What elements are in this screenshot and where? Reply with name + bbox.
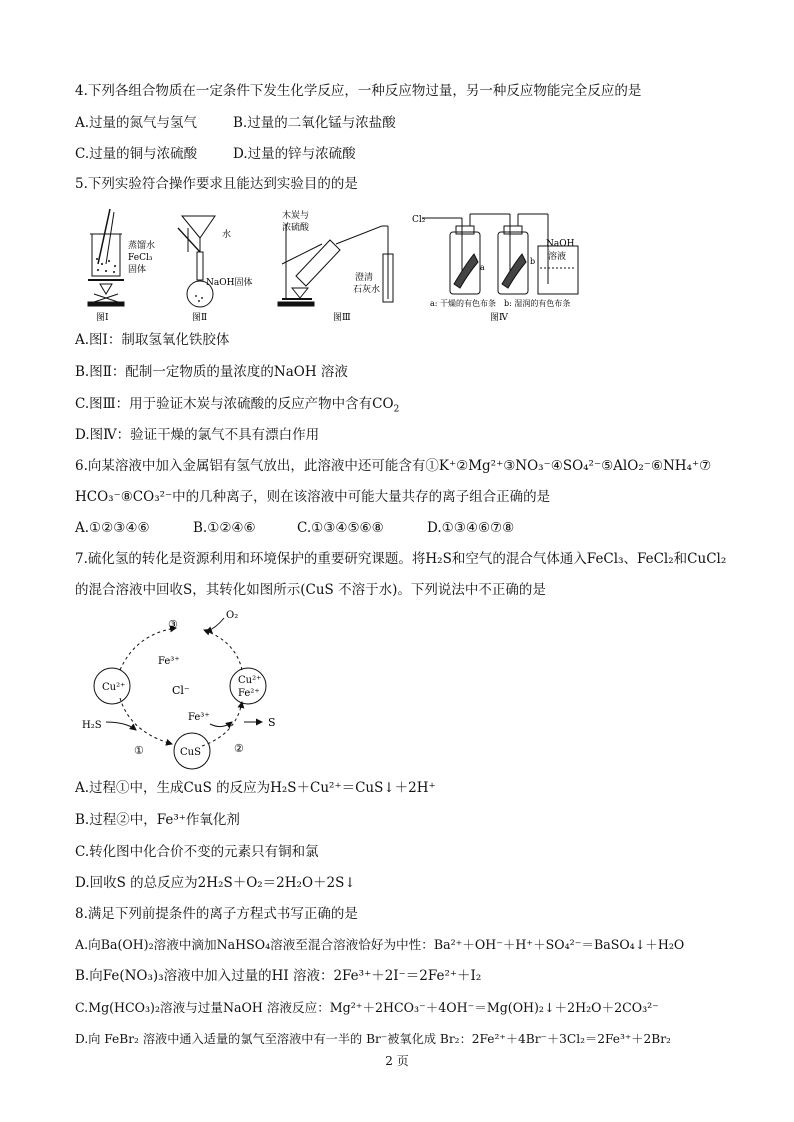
fe2-right-label: Fe²⁺: [238, 688, 260, 699]
step-1-label: ①: [134, 744, 144, 757]
fe3-top-label: Fe³⁺: [158, 656, 180, 667]
q4-stem: 4.下列各组合物质在一定条件下发生化学反应，一种反应物过量，另一种反应物能完全反应的是: [75, 83, 642, 99]
cl-label: Cl⁻: [172, 684, 190, 697]
fig2-caption: 图Ⅱ: [192, 313, 208, 323]
fig1-label-2: FeCl₃: [128, 253, 153, 263]
cycle-arc-right-down: [202, 702, 242, 746]
fig4-label-2: 溶液: [548, 252, 567, 262]
q7-option-b: B.过程②中，Fe³⁺作氧化剂: [75, 812, 240, 828]
fig2-label-1: 水: [222, 230, 232, 240]
fe3-bottom-arrow: [210, 722, 232, 727]
q6-option-d: D.①③④⑥⑦⑧: [427, 520, 515, 536]
step-3-label: ③: [168, 618, 178, 631]
q4-option-c: C.过量的铜与浓硫酸: [75, 146, 198, 162]
q5-option-b: B.图Ⅱ：配制一定物质的量浓度的NaOH 溶液: [75, 364, 348, 380]
q5-option-d: D.图Ⅳ：验证干燥的氯气不具有漂白作用: [75, 427, 320, 443]
fig3-label-3: 澄清: [355, 273, 374, 283]
fig3-label-1: 木炭与: [282, 211, 310, 221]
fig4-note-a: a: 干燥的有色布条: [430, 299, 497, 308]
q8-option-b: B.向Fe(NO₃)₃溶液中加入过量的HI 溶液：2Fe³⁺＋2I⁻＝2Fe²⁺＋I₂: [75, 968, 482, 984]
q6-line-2: HCO₃⁻⑧CO₃²⁻中的几种离子，则在该溶液中可能大量共存的离子组合正确的是: [75, 489, 551, 505]
h2s-label: H₂S: [82, 720, 102, 731]
step-2-label: ②: [234, 742, 244, 755]
q8-option-c: C.Mg(HCO₃)₂溶液与过量NaOH 溶液反应：Mg²⁺＋2HCO₃⁻＋4OH⁻＝Mg(OH)₂↓＋2H₂O＋2CO₃²⁻: [75, 1000, 659, 1015]
q4-options: [75, 113, 396, 133]
fig4-caption: 图Ⅳ: [490, 313, 508, 323]
cus-label: CuS: [180, 747, 201, 758]
q4-option-d: D.过量的锌与浓硫酸: [233, 146, 356, 162]
q7-line-2: 的混合溶液中回收S，其转化如图所示(CuS 不溶于水)。下列说法中不正确的是: [75, 582, 546, 598]
fe3-bottom-label: Fe³⁺: [188, 712, 210, 723]
q5-option-a: A.图Ⅰ：制取氢氧化铁胶体: [75, 332, 230, 348]
figure-1: [88, 209, 124, 306]
q5-stem: 5.下列实验符合操作要求且能达到实验目的的是: [75, 176, 358, 192]
figure-2: [178, 216, 215, 307]
fig1-label-3: 固体: [128, 265, 147, 275]
q4-options-2: [75, 144, 356, 164]
q7-option-d: D.回收S 的总反应为2H₂S＋O₂＝2H₂O＋2S↓: [75, 875, 356, 891]
fig2-label-2: NaOH固体: [206, 278, 253, 288]
cu2-right-label: Cu²⁺: [238, 675, 262, 686]
fig1-caption: 图Ⅰ: [96, 313, 109, 323]
page-footer: 2 页: [385, 1054, 409, 1068]
fig1-label-1: 蒸馏水: [128, 241, 156, 251]
q5-option-c: [75, 394, 399, 414]
q7-option-c: C.转化图中化合价不变的元素只有铜和氯: [75, 844, 319, 860]
q5-apparatus-figures: [70, 204, 590, 324]
q4-option-b: B.过量的二氧化锰与浓盐酸: [233, 115, 396, 131]
q7-conversion-diagram: [76, 606, 296, 774]
s-label: S: [268, 716, 276, 729]
cycle-arc-right-top: [204, 630, 242, 670]
q4-option-a: A.过量的氮气与氢气: [75, 115, 198, 131]
q6-option-c: C.①③④⑤⑥⑧: [297, 520, 384, 536]
q8-stem: 8.满足下列前提条件的离子方程式书写正确的是: [75, 906, 358, 922]
q6-options: [75, 518, 514, 538]
q8-option-a: A.向Ba(OH)₂溶液中滴加NaHSO₄溶液至混合溶液恰好为中性：Ba²⁺＋OH⁻＋H⁺＋SO₄²⁻＝BaSO₄↓＋H₂O: [75, 937, 685, 952]
q5-option-c-subscript: 2: [393, 404, 400, 415]
o2-label: O₂: [226, 610, 239, 621]
fig4-label-1: NaOH: [546, 239, 575, 249]
fig4-note-b: b: 湿润的有色布条: [504, 299, 571, 308]
o2-arrow: [206, 618, 224, 632]
h2s-arrow: [106, 722, 136, 730]
q6-option-b: B.①②④⑥: [193, 520, 256, 536]
cycle-arc-left-down: [120, 698, 172, 744]
fig3-label-4: 石灰水: [353, 285, 381, 295]
fig4-gas-label: Cl₂: [412, 215, 426, 225]
q7-option-a: A.过程①中，生成CuS 的反应为H₂S＋Cu²⁺＝CuS↓＋2H⁺: [75, 780, 436, 796]
fig3-caption: 图Ⅲ: [333, 313, 351, 323]
fig4-label-b: b: [530, 257, 536, 266]
fig3-label-2: 浓硫酸: [282, 223, 310, 233]
q5-option-c-text: C.图Ⅲ：用于验证木炭与浓硫酸的反应产物中含有CO: [75, 396, 394, 412]
fig4-label-a: a: [480, 263, 485, 272]
q7-line-1: 7.硫化氢的转化是资源利用和环境保护的重要研究课题。将H₂S和空气的混合气体通入FeCl₃、FeCl₂和CuCl₂: [75, 551, 727, 567]
q6-option-a: A.①②③④⑥: [75, 520, 150, 536]
q8-option-d: D.向 FeBr₂ 溶液中通入适量的氯气至溶液中有一半的 Br⁻被氧化成 Br₂：2Fe²⁺＋4Br⁻＋3Cl₂＝2Fe³⁺＋2Br₂: [75, 1032, 671, 1046]
q6-line-1: 6.向某溶液中加入金属铝有氢气放出，此溶液中还可能含有①K⁺②Mg²⁺③NO₃⁻④SO₄²⁻⑤AlO₂⁻⑥NH₄⁺⑦: [75, 458, 712, 474]
cu2-label: Cu²⁺: [102, 682, 126, 693]
